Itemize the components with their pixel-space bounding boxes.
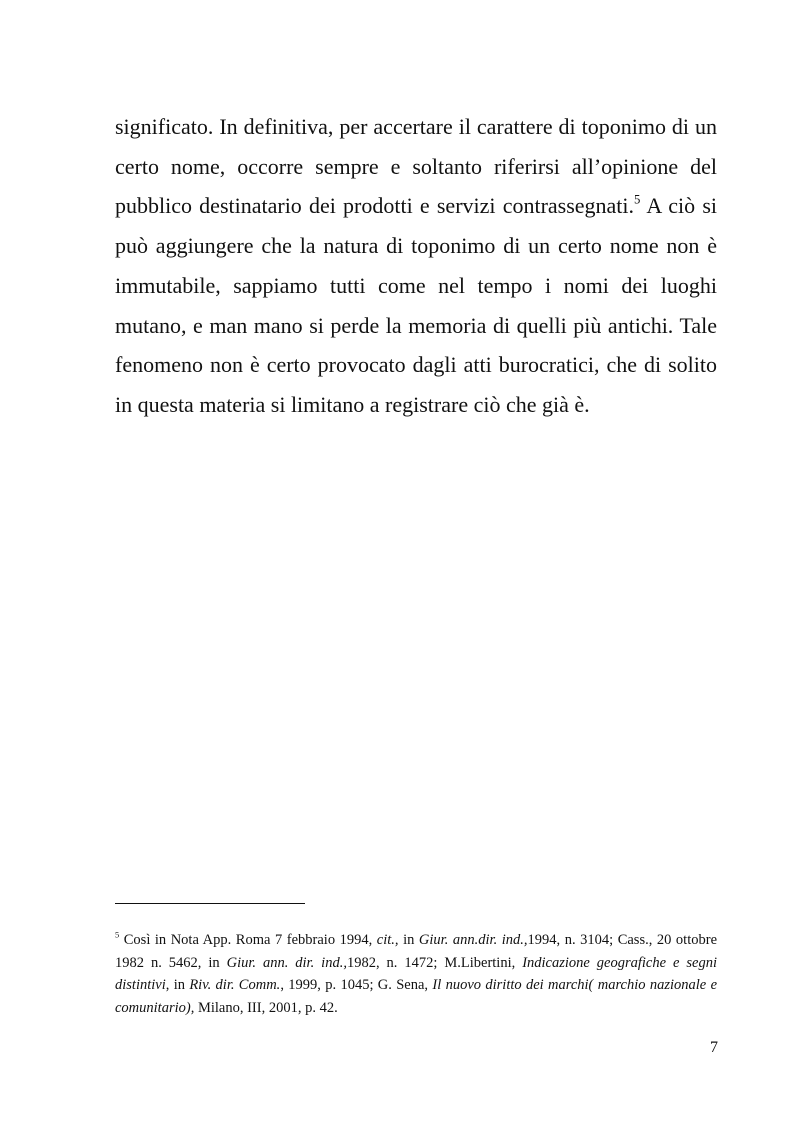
footnote-segment-italic: Giur. ann. dir. ind., bbox=[226, 954, 347, 971]
footnote-segment: , 1999, p. 1045; G. Sena, bbox=[280, 977, 433, 993]
footnote-segment: Milano, III, 2001, p. 42. bbox=[194, 999, 338, 1016]
footnote-segment: Così in Nota App. Roma 7 febbraio 1994, bbox=[119, 932, 377, 948]
footnote-segment-italic: Giur. ann.dir. ind., bbox=[418, 932, 528, 948]
footnote-segment: , in bbox=[165, 977, 190, 993]
footnote-segment: in bbox=[398, 932, 419, 948]
footnote-segment: 1994, n. 3104; Cass., 20 ottobre 1982 n. 5462, in bbox=[115, 932, 718, 971]
footnote-segment-italic: Indicazione geografiche e segni distintivi bbox=[115, 954, 717, 993]
page-number: 7 bbox=[710, 1039, 718, 1056]
footnote-segment-italic: Il nuovo diritto dei marchi( marchio nazionale e comunitario), bbox=[115, 977, 718, 1016]
footnote-number: 5 bbox=[115, 930, 120, 940]
body-paragraph bbox=[115, 107, 717, 425]
footnote-separator bbox=[115, 903, 305, 904]
footnote-segment-italic: cit., bbox=[376, 932, 399, 948]
footnote-segment: 1982, n. 1472; M.Libertini, bbox=[346, 954, 523, 971]
footnote-segment-italic: Riv. dir. Comm. bbox=[189, 977, 281, 993]
footnote-5 bbox=[115, 929, 717, 1019]
footnote-reference-5: 5 bbox=[634, 192, 641, 207]
body-text-before-note: significato. In definitiva, per accertare il carattere di toponimo di un certo nome, occorre sempre e soltanto riferirsi all’opinione del pubblico destinatario dei prodotti e servizi contrassegnati. bbox=[115, 114, 717, 219]
body-text-after-note: A ciò si può aggiungere che la natura di toponimo di un certo nome non è immutabile, sappiamo tutti come nel tempo i nomi dei luoghi mutano, e man mano si perde la memoria di quelli più antichi. Tale fenomeno non è certo provocato dagli atti burocratici, che di solito in questa materia si limitano a registrare ciò che già è. bbox=[115, 193, 717, 417]
